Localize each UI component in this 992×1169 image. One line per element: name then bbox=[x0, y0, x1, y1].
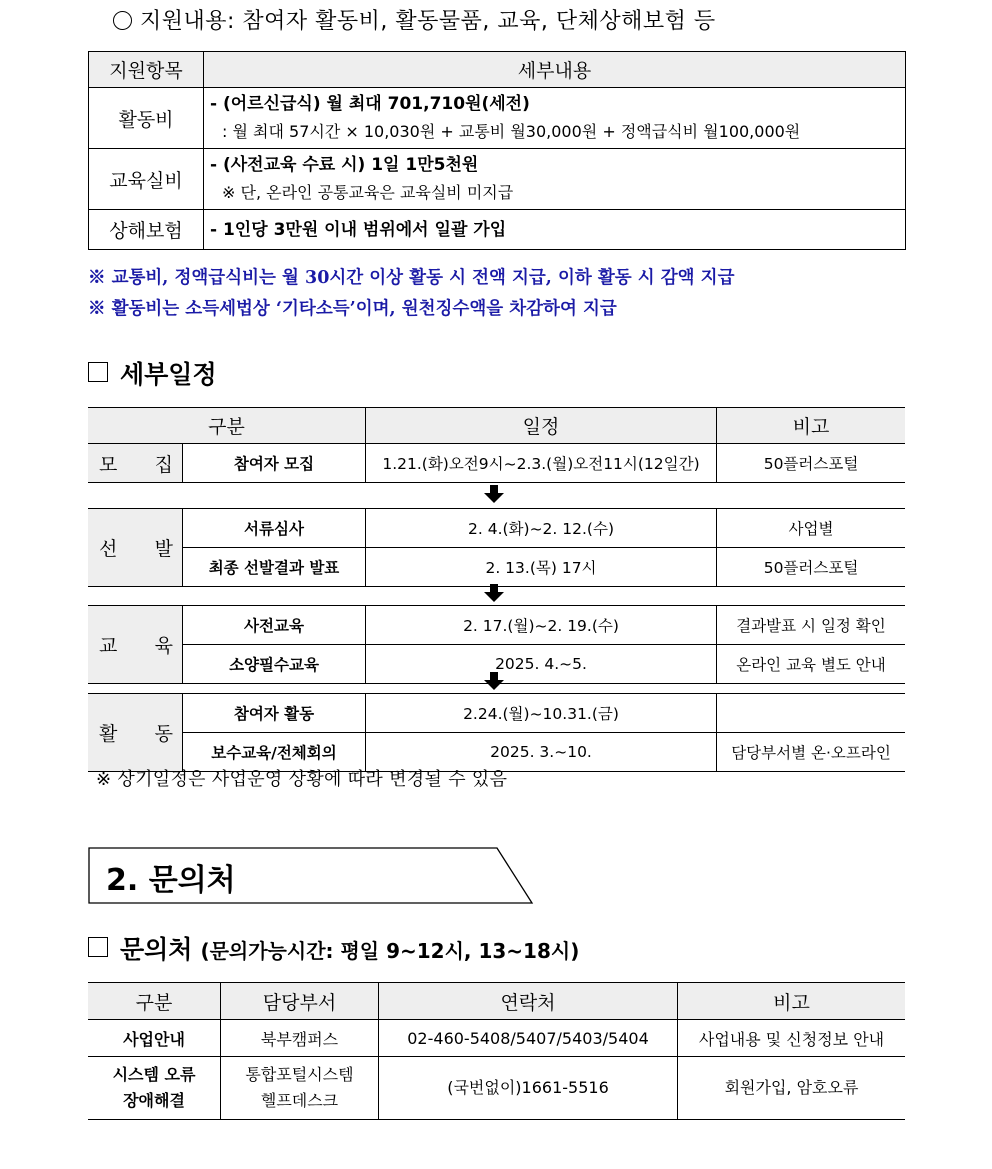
header-remarks: 비고 bbox=[717, 408, 906, 444]
table-row bbox=[88, 444, 905, 483]
payment-notes bbox=[88, 263, 734, 325]
table-row bbox=[89, 210, 906, 250]
contact-table bbox=[88, 982, 905, 1120]
date-cell: 2. 4.(화)~2. 12.(수) bbox=[366, 509, 717, 548]
schedule-title: 세부일정 bbox=[120, 360, 217, 389]
item-cell: 사전교육 bbox=[183, 606, 366, 645]
department-line: 헬프데스크 bbox=[260, 1091, 339, 1110]
table-row bbox=[88, 606, 905, 645]
table-row bbox=[88, 509, 905, 548]
table-row bbox=[88, 1057, 905, 1120]
note-cell: 온라인 교육 별도 안내 bbox=[717, 645, 906, 684]
header-support-item: 지원항목 bbox=[89, 52, 204, 88]
category-line: 시스템 오류 bbox=[112, 1065, 196, 1084]
table-row bbox=[89, 88, 906, 149]
row-label: 활동비 bbox=[89, 88, 204, 149]
header-category: 구분 bbox=[88, 983, 221, 1020]
schedule-table-selection bbox=[88, 508, 905, 587]
date-cell: 2025. 3.~10. bbox=[366, 733, 717, 772]
support-summary bbox=[113, 4, 716, 35]
item-cell: 참여자 활동 bbox=[183, 694, 366, 733]
row-label: 상해보험 bbox=[89, 210, 204, 250]
date-cell: 2. 17.(월)~2. 19.(수) bbox=[366, 606, 717, 645]
note-cell: 사업별 bbox=[717, 509, 906, 548]
department-line: 통합포털시스템 bbox=[245, 1065, 354, 1084]
header-category: 구분 bbox=[88, 408, 366, 444]
date-cell: 1.21.(화)오전9시~2.3.(월)오전11시(12일간) bbox=[366, 444, 717, 483]
table-row bbox=[89, 149, 906, 210]
category-char: 동 bbox=[154, 723, 173, 745]
support-summary-text: 지원내용: 참여자 활동비, 활동물품, 교육, 단체상해보험 등 bbox=[140, 9, 716, 34]
date-cell: 2025. 4.~5. bbox=[366, 645, 717, 684]
header-details: 세부내용 bbox=[204, 52, 906, 88]
contact-heading bbox=[88, 930, 579, 966]
department-cell bbox=[221, 1057, 379, 1120]
category-cell: 사업안내 bbox=[88, 1020, 221, 1057]
row-content bbox=[204, 88, 906, 149]
category-char: 교 bbox=[99, 635, 118, 657]
detail-line: : 월 최대 57시간 × 10,030원 + 교통비 월30,000원 + 정액급식비 월100,000원 bbox=[222, 122, 801, 141]
table-header-row bbox=[88, 983, 905, 1020]
row-label: 교육실비 bbox=[89, 149, 204, 210]
schedule-footnote: ※ 상기일정은 사업운영 상황에 따라 변경될 수 있음 bbox=[96, 769, 508, 790]
category-char: 활 bbox=[99, 723, 118, 745]
category-line: 장애해결 bbox=[123, 1091, 185, 1110]
down-arrow-icon bbox=[484, 672, 504, 690]
table-header-row bbox=[89, 52, 906, 88]
phone-cell: (국번없이)1661-5516 bbox=[379, 1057, 678, 1120]
category-char: 육 bbox=[154, 635, 173, 657]
item-cell: 보수교육/전체회의 bbox=[183, 733, 366, 772]
phone-cell: 02-460-5408/5407/5403/5404 bbox=[379, 1020, 678, 1057]
category-char: 발 bbox=[154, 538, 173, 560]
category-cell bbox=[88, 509, 183, 587]
row-content bbox=[204, 149, 906, 210]
category-cell bbox=[88, 1057, 221, 1120]
note-line: ※ 교통비, 정액급식비는 월 30시간 이상 활동 시 전액 지급, 이하 활동 시 감액 지급 bbox=[88, 268, 735, 288]
item-cell: 소양필수교육 bbox=[183, 645, 366, 684]
category-char: 집 bbox=[154, 453, 173, 476]
item-cell: 서류심사 bbox=[183, 509, 366, 548]
contact-title: 문의처 bbox=[120, 935, 193, 964]
header-department: 담당부서 bbox=[221, 983, 379, 1020]
down-arrow-icon bbox=[484, 584, 504, 602]
header-schedule: 일정 bbox=[366, 408, 717, 444]
table-row bbox=[88, 694, 905, 733]
square-bullet-icon bbox=[88, 362, 108, 382]
date-cell: 2. 13.(목) 17시 bbox=[366, 548, 717, 587]
item-cell: 최종 선발결과 발표 bbox=[183, 548, 366, 587]
department-cell: 북부캠퍼스 bbox=[221, 1020, 379, 1057]
item-cell: 참여자 모집 bbox=[183, 444, 366, 483]
category-cell bbox=[88, 444, 183, 483]
note-cell: 결과발표 시 일정 확인 bbox=[717, 606, 906, 645]
schedule-heading bbox=[88, 355, 217, 391]
note-cell: 사업내용 및 신청정보 안내 bbox=[678, 1020, 906, 1057]
square-bullet-icon bbox=[88, 937, 108, 957]
category-cell bbox=[88, 606, 183, 684]
header-contact: 연락처 bbox=[379, 983, 678, 1020]
table-header-row bbox=[88, 408, 905, 444]
detail-line: - (사전교육 수료 시) 1일 1만5천원 bbox=[210, 155, 479, 175]
note-cell: 담당부서별 온·오프라인 bbox=[717, 733, 906, 772]
chapter-heading bbox=[88, 847, 532, 903]
date-cell: 2.24.(월)~10.31.(금) bbox=[366, 694, 717, 733]
detail-line: ※ 단, 온라인 공통교육은 교육실비 미지급 bbox=[222, 183, 514, 202]
header-remarks: 비고 bbox=[678, 983, 906, 1020]
detail-line: - 1인당 3만원 이내 범위에서 일괄 가입 bbox=[210, 219, 507, 240]
category-cell bbox=[88, 694, 183, 772]
note-cell: 50플러스포털 bbox=[717, 548, 906, 587]
down-arrow-icon bbox=[484, 485, 504, 503]
note-cell bbox=[717, 694, 906, 733]
schedule-table-recruit bbox=[88, 407, 905, 483]
note-cell: 50플러스포털 bbox=[717, 444, 906, 483]
support-table bbox=[88, 51, 906, 250]
category-char: 모 bbox=[99, 453, 118, 476]
note-line: ※ 활동비는 소득세법상 ‘기타소득’이며, 원천징수액을 차감하여 지급 bbox=[88, 299, 617, 319]
table-row bbox=[88, 1020, 905, 1057]
detail-line: - (어르신급식) 월 최대 701,710원(세전) bbox=[210, 94, 530, 114]
table-row bbox=[88, 548, 905, 587]
circle-bullet-icon bbox=[113, 11, 132, 30]
chapter-title: 2. 문의처 bbox=[106, 863, 236, 898]
contact-hours: (문의가능시간: 평일 9~12시, 13~18시) bbox=[200, 939, 580, 963]
category-char: 선 bbox=[99, 538, 118, 560]
note-cell: 회원가입, 암호오류 bbox=[678, 1057, 906, 1120]
schedule-table-activity bbox=[88, 693, 905, 772]
row-content bbox=[204, 210, 906, 250]
